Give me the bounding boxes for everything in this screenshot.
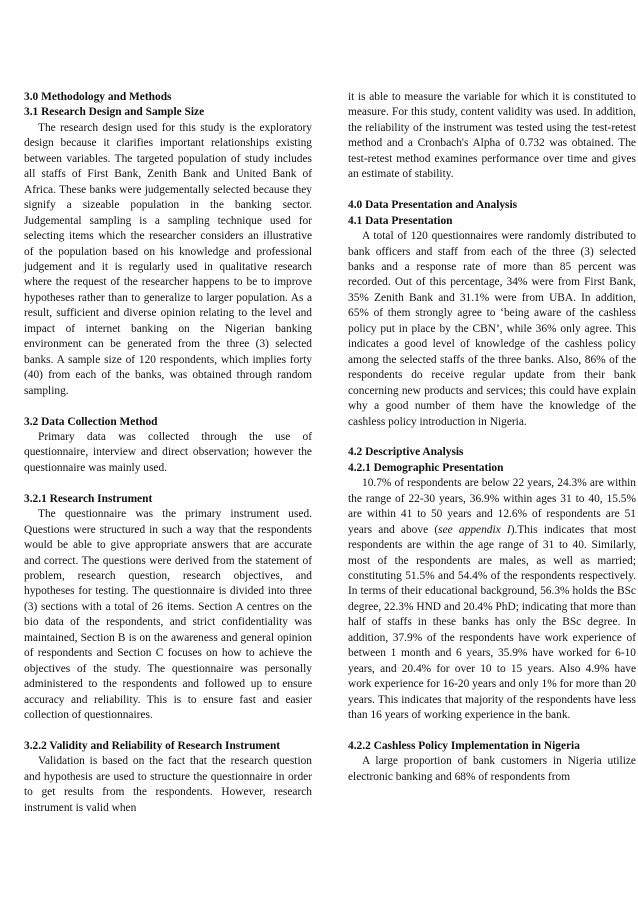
heading-4-2: 4.2 Descriptive Analysis (348, 446, 464, 459)
paragraph-4-2-1-part-b: ).This indicates that most respondents are within the age range of 31 to 40. Similarly, most of the respondents are males, as well as married; constituting 51.5% and 54.4% of the respondents respectively. In terms of their educational background, 56.3% holds the BSc degree, 22.3% HND and 20.4% PhD; indicating that more than half of staffs in these banks has only the BSc degree. In addition, 37.9% of the respondents have work experience of between 1 month and 6 years, 35.9% have worked for 6-10 years, and 20.4% for over 10 to 15 years. Also 4.9% have work experience for 16-20 years and only 1% for more than 20 years. This indicates that majority of the respondents have less than 16 years of working experience in the bank. (348, 523, 636, 722)
paragraph-3-2-2: Validation is based on the fact that the research question and hypothesis are used to structure the questionnaire in order to get results from the respondents. However, research instrument is valid when (24, 755, 312, 814)
paragraph-3-1: The research design used for this study is the exploratory design because it clarifies important relationships existing between variables. The targeted population of study includes all staffs of First Bank, Zenith Bank and United Bank of Africa. These banks were judgementally selected because they signify a sizeable population in the banking sector. Judgemental sampling is a sampling technique used for selecting items which the researcher considers an illustrative of the population based on his knowledge and professional judgement and it is regularly used in qualitative research where the request of the researcher happens to be to improve hypotheses rather than to generalize to larger population. As a result, sufficient and diverse opinion relating to the level and impact of internet banking on the Nigerian banking environment can be generated from the three (3) selected banks. A sample size of 120 respondents, which implies forty (40) from each of the banks, was obtained through random sampling. (24, 121, 312, 397)
paragraph-4-2-1-part-a: 10.7% of respondents are below 22 years, 24.3% are within the range of 22-30 years, 36.9% within ages 31 to 40, 15.5% are within 41 to 50 years and 12.6% of respondents are 51 years and above ( (348, 477, 636, 536)
heading-3-2-2: 3.2.2 Validity and Reliability of Research Instrument (24, 739, 281, 752)
heading-4-0: 4.0 Data Presentation and Analysis (348, 199, 518, 212)
heading-3-0: 3.0 Methodology and Methods (24, 91, 172, 103)
paragraph-4-2-1 (348, 476, 636, 723)
heading-3-1: 3.1 Research Design and Sample Size (24, 106, 205, 119)
heading-3-2-1: 3.2.1 Research Instrument (24, 492, 153, 505)
right-column (348, 90, 636, 785)
appendix-reference: see appendix I (438, 523, 511, 536)
heading-4-1: 4.1 Data Presentation (348, 214, 453, 227)
paragraph-4-1: A total of 120 questionnaires were randomly distributed to bank officers and staff from each of the three (3) selected banks and a response rate of more than 85 percent was recorded. Out of this percentage, 34% were from First Bank, 35% Zenith Bank and 31.1% were from UBA. In addition, 65% of them strongly agree to ‘being aware of the cashless policy put in place by the CBN’, while 36% only agree. This indicates a good level of knowledge of the cashless policy among the selected staffs of the three banks. Also, 86% of the respondents do receive regular update from their bank concerning new products and services; this could have explain why a good number of them have the knowledge of the cashless policy introduction in Nigeria. (348, 230, 636, 428)
paragraph-3-2-1: The questionnaire was the primary instrument used. Questions were structured in such a way that the respondents would be able to give appropriate answers that are accurate and correct. The questions were derived from the statement of problem, research question, research objectives, and hypotheses for testing. The questionnaire is divided into three (3) sections with a total of 26 items. Section A centres on the bio data of the respondents, and strict confidentiality was maintained, Section B is on the awareness and general opinion of respondents and Section C focuses on how to achieve the objectives of the study. The questionnaire was personally administered to the respondents and followed up to ensure accuracy and reliability. This is to ensure fast and easier collection of questionnaires. (24, 508, 312, 722)
paragraph-validity-continued: it is able to measure the variable for which it is constituted to measure. For this study, content validity was used. In addition, the reliability of the instrument was tested using the test-retest method and a Cronbach's Alpha of 0.732 was obtained. The test-retest method examines performance over time and gives an estimate of stability. (348, 91, 636, 181)
paragraph-3-2: Primary data was collected through the use of questionnaire, interview and direct observation; however the questionnaire was mainly used. (24, 430, 312, 474)
paragraph-4-2-2: A large proportion of bank customers in Nigeria utilize electronic banking and 68% of respondents from (348, 755, 636, 783)
heading-4-2-1: 4.2.1 Demographic Presentation (348, 461, 504, 474)
heading-4-2-2: 4.2.2 Cashless Policy Implementation in Nigeria (348, 739, 580, 752)
heading-3-2: 3.2 Data Collection Method (24, 415, 158, 428)
left-column (24, 90, 312, 816)
